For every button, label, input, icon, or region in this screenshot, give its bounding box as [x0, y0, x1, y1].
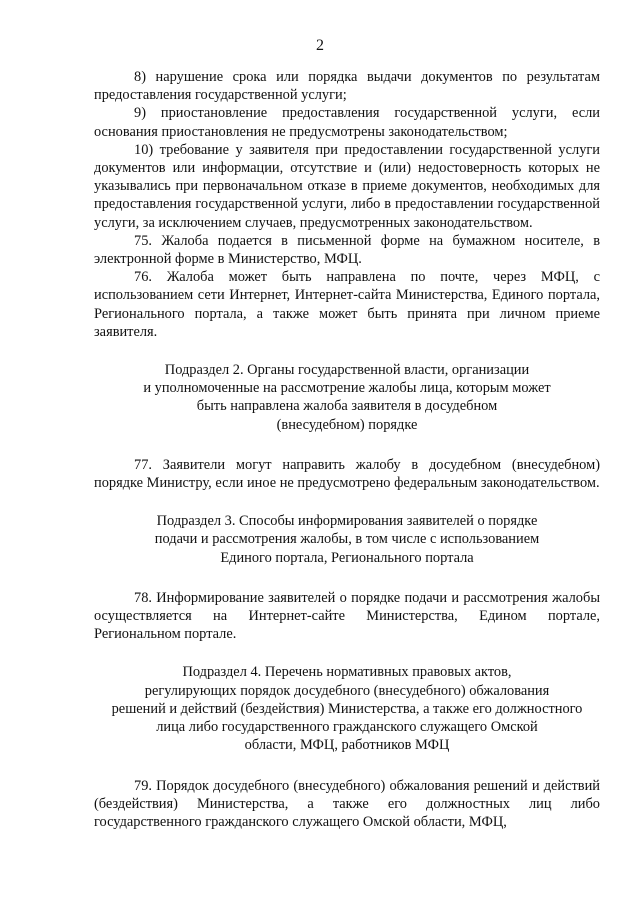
- heading-line: регулирующих порядок досудебного (внесудебного) обжалования: [144, 682, 550, 699]
- heading-line: Подраздел 3. Способы информирования заявителей о порядке: [156, 513, 538, 530]
- paragraph-item-9: 9) приостановление предоставления государственной услуги, если основания приостановления не предусмотрены законодательством;: [94, 105, 600, 140]
- heading-line: Подраздел 4. Перечень нормативных правовых актов,: [182, 664, 512, 681]
- paragraph-78: 78. Информирование заявителей о порядке подачи и рассмотрения жалобы осуществляется на Интернет-сайте Министерства, Едином портале, Региональном портале.: [94, 589, 600, 643]
- paragraph-79: 79. Порядок досудебного (внесудебного) обжалования решений и действий (бездействия) Министерства, а также его должностных лиц либо государственного гражданского служащего Омской области, МФЦ,: [94, 777, 600, 830]
- paragraph-item-8: 8) нарушение срока или порядка выдачи документов по результатам предоставления государственной услуги;: [94, 69, 600, 104]
- paragraph-76: 76. Жалоба может быть направлена по почте, через МФЦ, с использованием сети Интернет, Интернет-сайта Министерства, Единого портала, Регионального портала, а также может быть принята при личном приеме заявителя.: [94, 269, 600, 340]
- document-body: [94, 68, 600, 831]
- subsection-4-heading: [94, 663, 600, 754]
- heading-line: области, МФЦ, работников МФЦ: [244, 737, 450, 754]
- paragraph-77: 77. Заявители могут направить жалобу в досудебном (внесудебном) порядке Министру, если иное не предусмотрено федеральным законодательством.: [94, 456, 600, 492]
- page-number: 2: [316, 37, 324, 54]
- paragraph-75: 75. Жалоба подается в письменной форме на бумажном носителе, в электронной форме в Министерство, МФЦ.: [94, 232, 600, 268]
- heading-line: лица либо государственного гражданского служащего Омской: [156, 719, 538, 736]
- subsection-2-heading: [94, 361, 600, 434]
- heading-line: решений и действий (бездействия) Министерства, а также его должностного: [111, 700, 583, 717]
- heading-line: подачи и рассмотрения жалобы, в том числе с использованием: [154, 531, 540, 548]
- heading-line: и уполномоченные на рассмотрение жалобы лица, которым может: [143, 380, 551, 397]
- heading-line: Подраздел 2. Органы государственной власти, организации: [164, 362, 530, 379]
- paragraph-item-10: 10) требование у заявителя при предоставлении государственной услуги документов или информации, отсутствие и (или) недостоверность которых не указывались при первоначальном отказе в приеме документов, необходимых для предоставления государственной услуги, либо в предоставлении государственной услуги, за исключением случаев, предусмотренных законодательством.: [94, 141, 600, 231]
- subsection-3-heading: [94, 512, 600, 567]
- heading-line: Единого портала, Регионального портала: [220, 549, 474, 566]
- heading-line: быть направлена жалоба заявителя в досудебном: [196, 398, 498, 415]
- heading-line: (внесудебном) порядке: [276, 416, 418, 433]
